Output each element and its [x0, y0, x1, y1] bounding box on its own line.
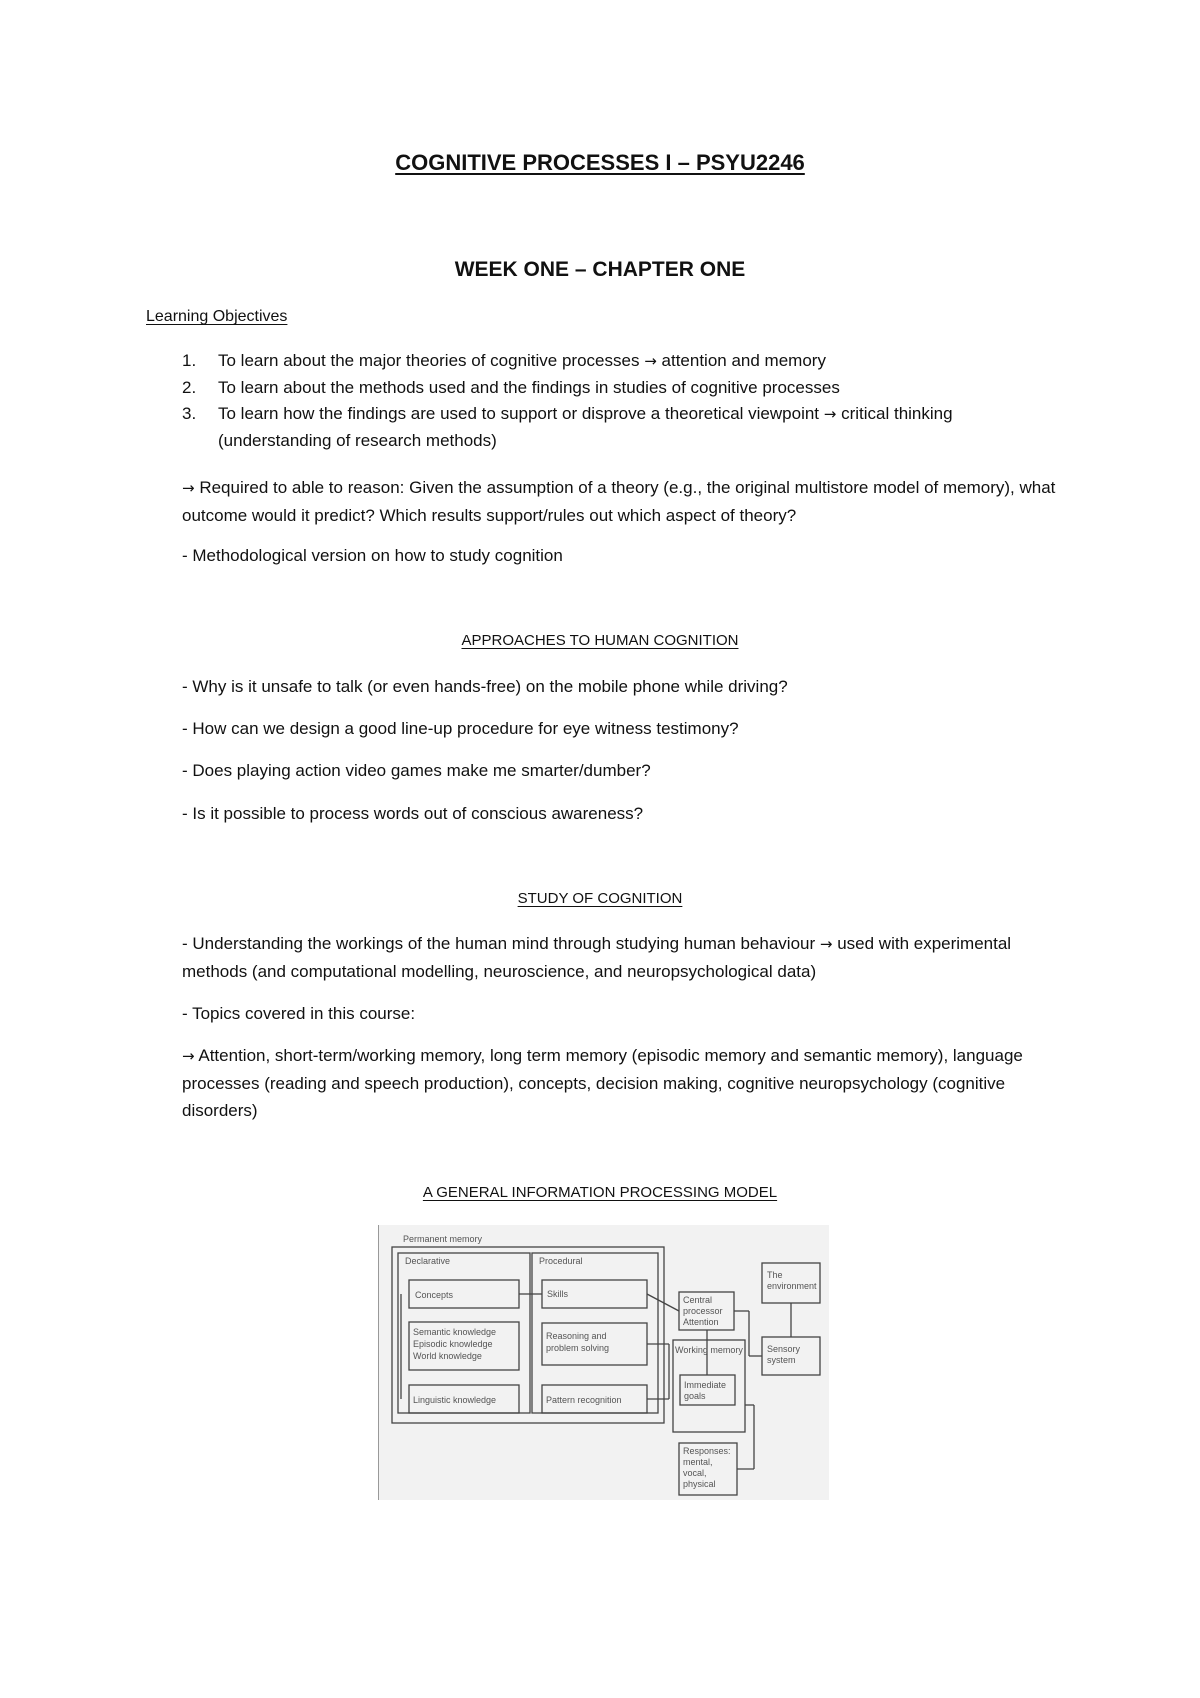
list-number: 3. [182, 404, 197, 423]
problem-solving-label: problem solving [546, 1343, 610, 1353]
information-processing-diagram [378, 1225, 829, 1500]
processor-label: processor [683, 1306, 723, 1316]
learning-objectives-list [146, 348, 1066, 454]
attention-label: Attention [683, 1317, 719, 1327]
arrow-right-icon: → [823, 405, 837, 423]
model-heading: A GENERAL INFORMATION PROCESSING MODEL [422, 1184, 778, 1201]
linguistic-label: Linguistic knowledge [413, 1395, 497, 1405]
pattern-label: Pattern recognition [546, 1395, 622, 1405]
question-item: - How can we design a good line-up procedure for eye witness testimony? [182, 719, 739, 738]
semantic-label: Semantic knowledge [413, 1327, 497, 1337]
study-paragraph [182, 930, 1062, 985]
vocal-label: vocal, [683, 1468, 707, 1478]
system-label: system [767, 1355, 796, 1365]
goals-label: goals [684, 1391, 706, 1401]
required-text: Required to able to reason: Given the assumption of a theory (e.g., the original multistore model of memory), what outcome would it predict? Which results support/rules out which aspect of theory? [182, 478, 1056, 525]
list-number: 1. [182, 351, 197, 370]
objective-text-after: critical thinking (understanding of research methods) [218, 404, 953, 450]
course-title: COGNITIVE PROCESSES I – PSYU2246 [395, 150, 805, 175]
question-item: - Why is it unsafe to talk (or even hands-free) on the mobile phone while driving? [182, 677, 788, 696]
concepts-label: Concepts [415, 1290, 454, 1300]
learning-objectives-heading: Learning Objectives [146, 308, 288, 325]
approaches-heading: APPROACHES TO HUMAN COGNITION [461, 632, 739, 649]
working-memory-label: Working memory [675, 1345, 743, 1355]
week-title: WEEK ONE – CHAPTER ONE [454, 258, 746, 281]
permanent-memory-label: Permanent memory [403, 1234, 483, 1244]
responses-label: Responses: [683, 1446, 731, 1456]
diagram-svg [379, 1225, 829, 1500]
objective-text: To learn how the findings are used to support or disprove a theoretical viewpoint [218, 404, 820, 423]
objective-text-after: attention and memory [661, 351, 826, 370]
question-item: - Is it possible to process words out of conscious awareness? [182, 804, 644, 823]
topics-label: - Topics covered in this course: [182, 1004, 416, 1023]
topics-paragraph [182, 1042, 1062, 1124]
sensory-label: Sensory [767, 1344, 801, 1354]
mental-label: mental, [683, 1457, 713, 1467]
required-paragraph [182, 474, 1062, 529]
methodological-line: - Methodological version on how to study cognition [182, 546, 563, 565]
reasoning-label: Reasoning and [546, 1331, 607, 1341]
objective-text: To learn about the methods used and the findings in studies of cognitive processes [218, 377, 840, 397]
arrow-right-icon: → [182, 479, 195, 497]
topics-text: Attention, short-term/working memory, long term memory (episodic memory and semantic memory), language processes (reading and speech production), concepts, decision making, cognitive neuropsychology (cognitive disorders) [182, 1046, 1023, 1120]
environment-the-label: The [767, 1270, 783, 1280]
immediate-label: Immediate [684, 1380, 727, 1390]
central-label: Central [683, 1295, 713, 1305]
study-text: - Understanding the workings of the human mind through studying human behaviour [182, 934, 816, 953]
study-text-after: used with experimental methods (and computational modelling, neuroscience, and neuropsychological data) [182, 934, 1012, 981]
list-item [146, 375, 1066, 402]
declarative-label: Declarative [405, 1256, 451, 1266]
skills-label: Skills [547, 1289, 569, 1299]
world-label: World knowledge [413, 1351, 482, 1361]
study-heading: STUDY OF COGNITION [517, 890, 683, 907]
question-item: - Does playing action video games make me smarter/dumber? [182, 761, 651, 780]
physical-label: physical [683, 1479, 716, 1489]
list-item [146, 348, 1066, 375]
arrow-right-icon: → [644, 352, 657, 370]
list-item [146, 401, 1066, 454]
objective-text: To learn about the major theories of cognitive processes [218, 351, 640, 370]
arrow-right-icon: → [182, 1047, 195, 1065]
list-number: 2. [182, 377, 197, 397]
procedural-label: Procedural [539, 1256, 583, 1266]
arrow-right-icon: → [819, 935, 833, 953]
episodic-label: Episodic knowledge [413, 1339, 493, 1349]
environment-label: environment [767, 1281, 817, 1291]
